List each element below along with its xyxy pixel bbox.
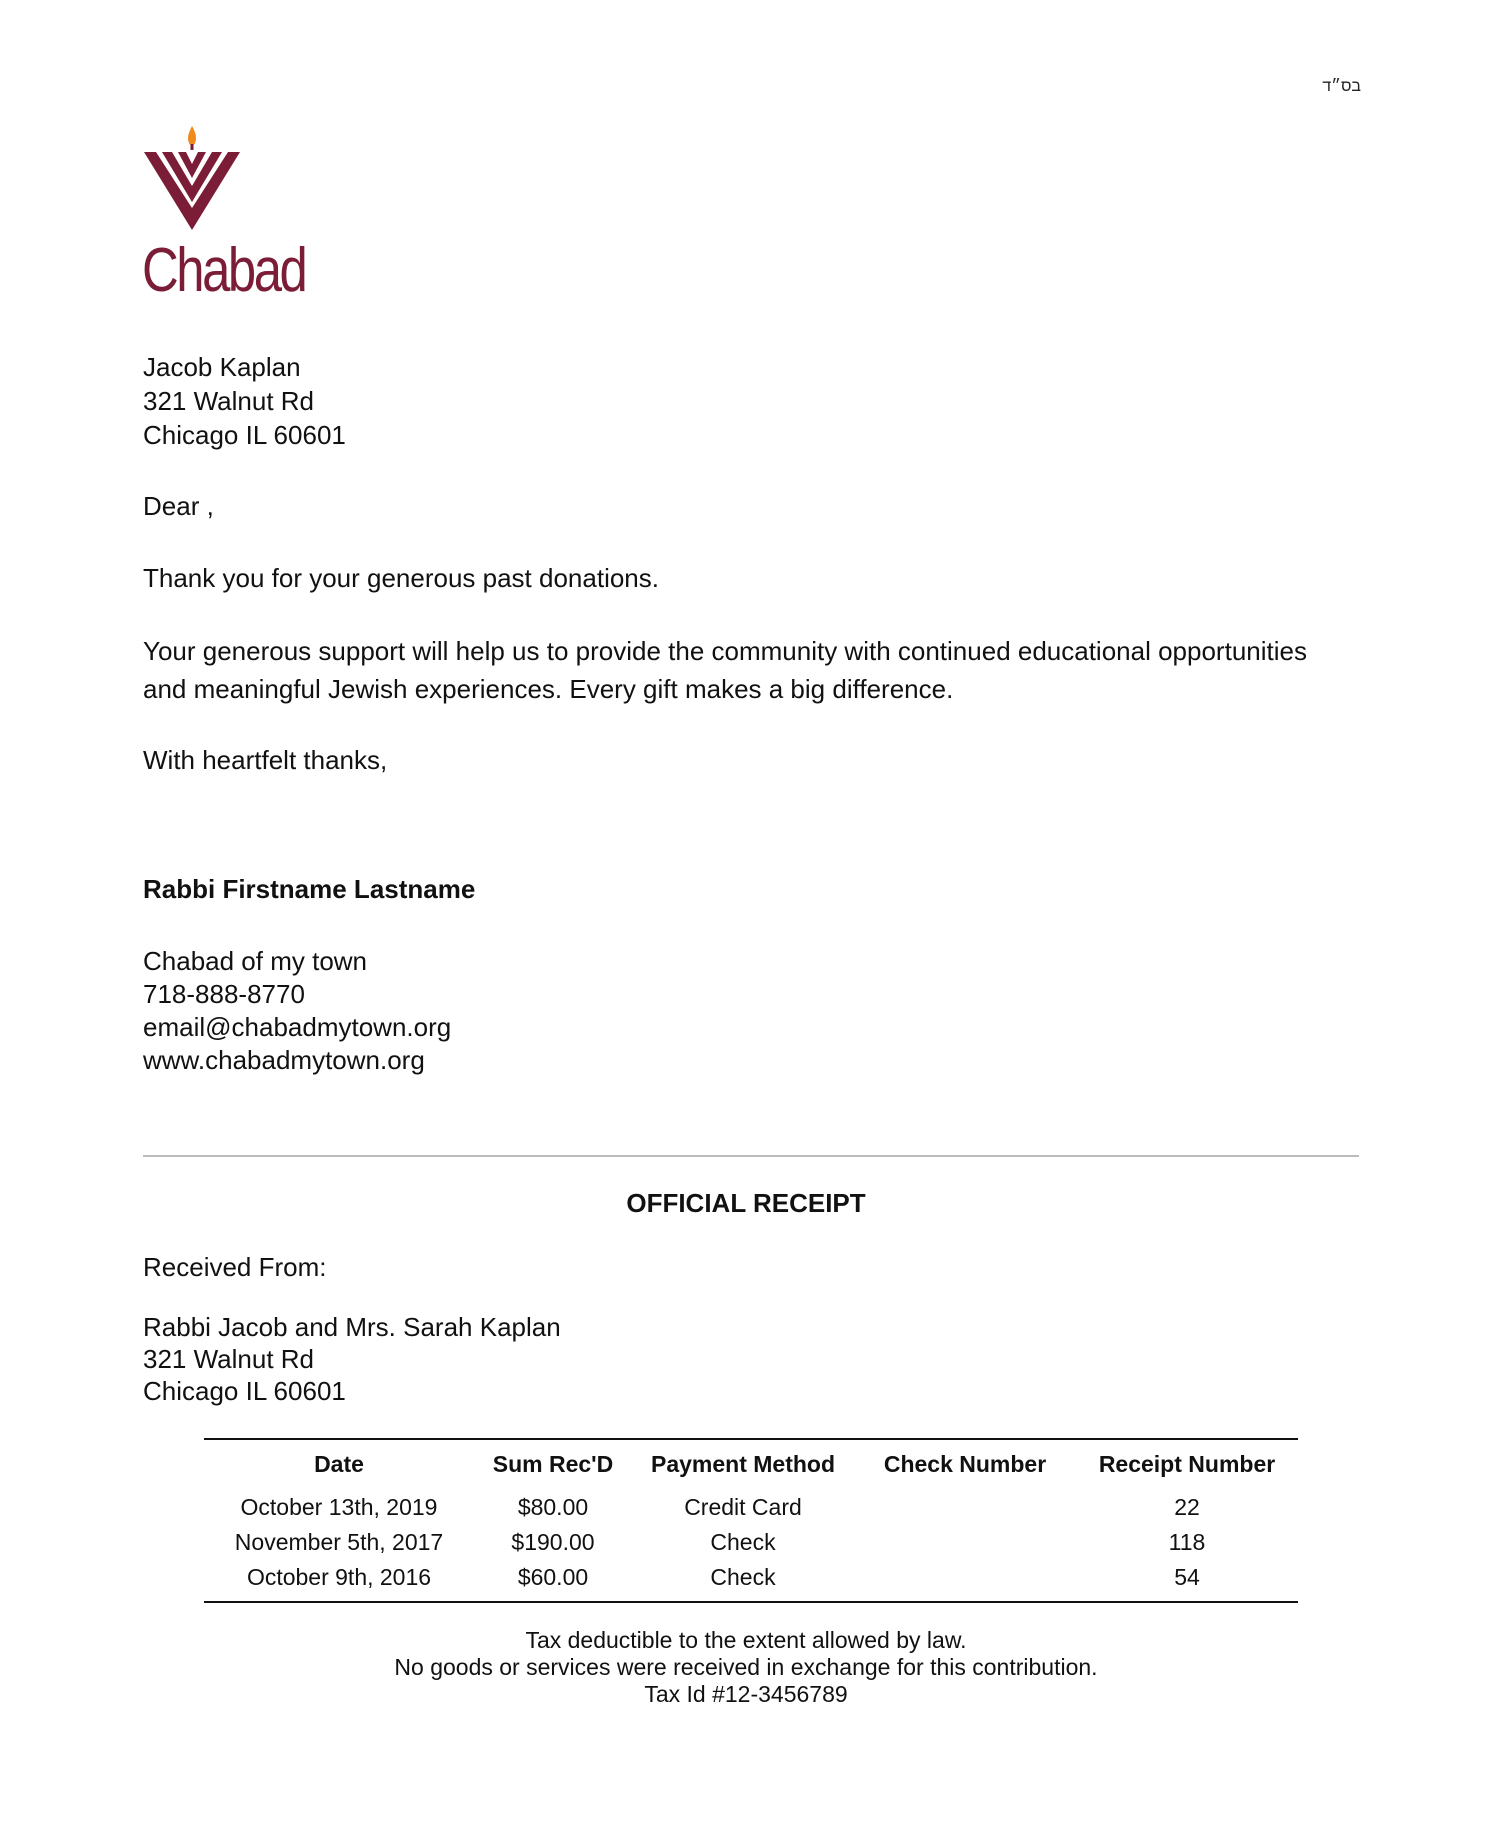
donor-name: Rabbi Jacob and Mrs. Sarah Kaplan: [143, 1312, 561, 1342]
cell-date: October 13th, 2019: [240, 1494, 438, 1520]
chabad-logo: [142, 124, 306, 308]
logo-wordmark: Chabad: [142, 236, 306, 305]
column-header-payment-method: Payment Method: [650, 1450, 836, 1477]
recipient-address: [143, 350, 346, 452]
cell-payment-method: Credit Card: [684, 1494, 802, 1520]
org-phone: 718-888-8770: [143, 979, 305, 1009]
cell-sum: $80.00: [517, 1494, 589, 1520]
cell-date: November 5th, 2017: [234, 1529, 444, 1555]
signer-name: Rabbi Firstname Lastname: [143, 874, 476, 904]
table-row: [204, 1525, 1298, 1560]
org-email: email@chabadmytown.org: [143, 1012, 452, 1042]
table-header-row: [204, 1444, 1298, 1484]
donor-city: Chicago IL 60601: [143, 1376, 346, 1406]
table-row: [204, 1490, 1298, 1525]
donor-street: 321 Walnut Rd: [143, 1344, 315, 1374]
support-paragraph: [143, 632, 1363, 708]
thanks-paragraph: Thank you for your generous past donations.: [143, 563, 659, 593]
menorah-logo-icon: [142, 124, 242, 236]
cell-sum: $60.00: [517, 1564, 589, 1590]
organization-contact: [143, 945, 451, 1077]
org-website: www.chabadmytown.org: [143, 1045, 425, 1075]
section-divider: [143, 1155, 1359, 1157]
column-header-check-number: Check Number: [883, 1450, 1047, 1477]
tax-footer: [0, 1627, 1492, 1708]
tax-id: Tax Id #12-3456789: [644, 1681, 848, 1707]
cell-receipt-number: 118: [1168, 1529, 1206, 1555]
donor-block: [143, 1311, 561, 1407]
cell-payment-method: Check: [710, 1529, 776, 1555]
column-header-date: Date: [314, 1450, 364, 1477]
cell-date: October 9th, 2016: [246, 1564, 432, 1590]
support-line-1: Your generous support will help us to provide the community with continued educational opportunities: [143, 636, 1307, 666]
cell-sum: $190.00: [511, 1529, 595, 1555]
recipient-street: 321 Walnut Rd: [143, 386, 315, 416]
salutation: Dear ,: [143, 491, 214, 521]
tax-deductible-note: Tax deductible to the extent allowed by law.: [525, 1627, 967, 1653]
cell-receipt-number: 54: [1174, 1564, 1200, 1590]
receipt-title: OFFICIAL RECEIPT: [626, 1188, 866, 1218]
donations-table: [204, 1438, 1298, 1603]
support-line-2: and meaningful Jewish experiences. Every gift makes a big difference.: [143, 674, 954, 704]
cell-payment-method: Check: [710, 1564, 776, 1590]
column-header-receipt-number: Receipt Number: [1098, 1450, 1276, 1477]
recipient-city: Chicago IL 60601: [143, 420, 346, 450]
closing-line: With heartfelt thanks,: [143, 745, 388, 775]
no-goods-note: No goods or services were received in exchange for this contribution.: [394, 1654, 1098, 1680]
table-row: [204, 1560, 1298, 1595]
recipient-name: Jacob Kaplan: [143, 352, 301, 382]
org-name: Chabad of my town: [143, 946, 368, 976]
received-from-label: Received From:: [143, 1252, 327, 1282]
cell-receipt-number: 22: [1174, 1494, 1200, 1520]
bsd-header: בס״ד: [1322, 78, 1361, 95]
column-header-sum: Sum Rec'D: [492, 1450, 614, 1477]
